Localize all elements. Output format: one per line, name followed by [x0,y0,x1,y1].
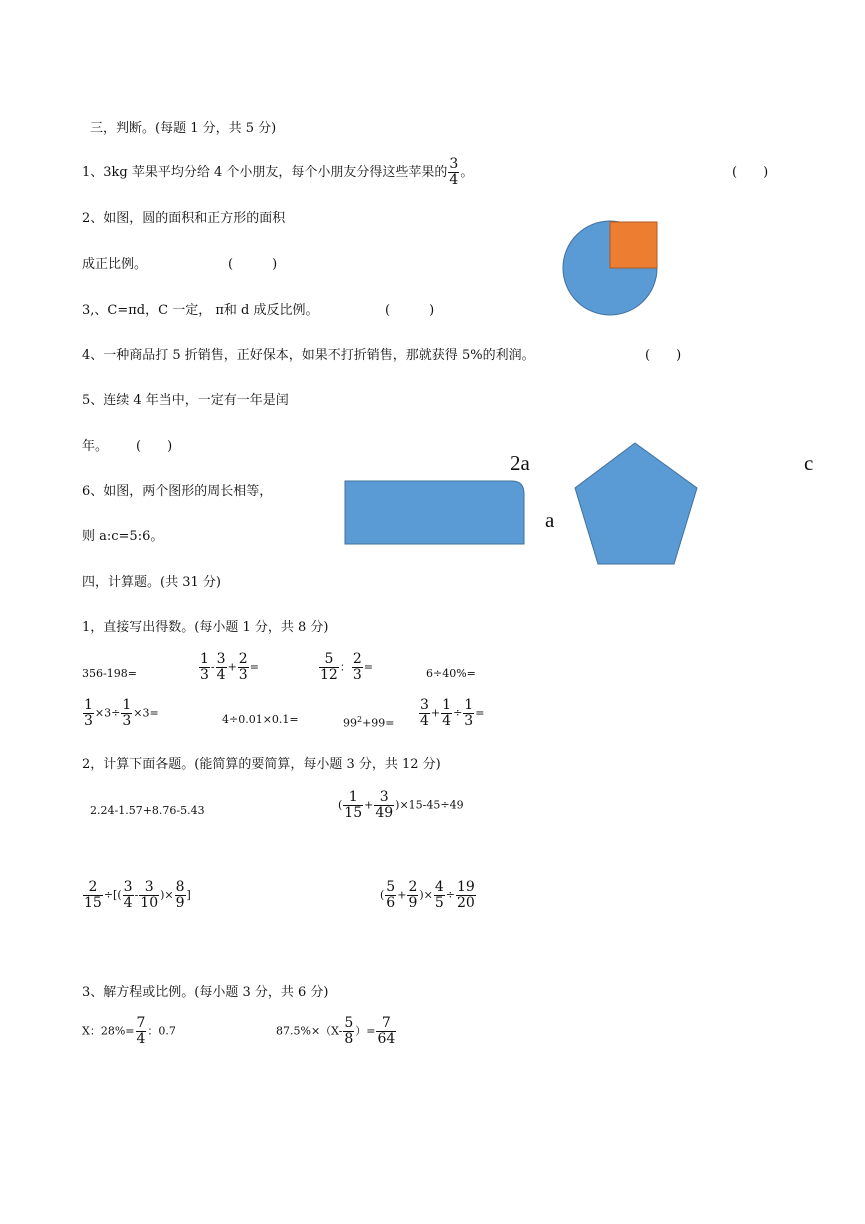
calc-1-6: 4÷0.01×0.1= [222,713,299,726]
section3-title: 三，判断。(每题 1 分，共 5 分) [90,121,277,136]
rectangle-figure [344,478,526,548]
q5-answer-blank[interactable]: ( ) [136,439,173,454]
label-2a: 2a [510,451,530,475]
pentagon-figure [572,440,700,568]
calc-1-1: 356-198= [82,667,137,680]
calc-2-2: ( $\frac{1}{15}$ + $\frac{3}{49}$ )×15-45÷49 [338,789,464,821]
question-1 [82,157,473,188]
calc-1-4: 6÷40%= [426,667,476,680]
calc-2-4: ( $\frac{5}{6}$ + $\frac{2}{9}$ )× $\frac{4}{5}$ ÷ $\frac{19}{20}$ [380,879,475,911]
calc-2-3: $\frac{2}{15}$ ÷[( $\frac{3}{4}$ - $\frac{3}{10}$ )× $\frac{8}{9}$ ] [84,879,191,911]
q1-numerator: 3 [449,156,459,172]
q1-fraction [448,157,459,188]
section4-title: 四，计算题。(共 31 分) [82,575,221,590]
calc-1-8: $\frac{3}{4}$ + $\frac{1}{4}$ ÷ $\frac{1}{3}$ = [420,697,485,729]
q6-line1: 6、如图，两个图形的周长相等， [82,484,273,499]
label-a: a [545,508,555,532]
calc-1-7: $99^2+99=$ [343,715,395,730]
q3-answer-blank[interactable]: ( ) [385,303,435,318]
circle-square-figure [560,218,662,320]
calc-1-3: $\frac{5}{12}$ ： $\frac{2}{3}$ = [320,651,373,683]
part3-title: 3、解方程或比例。(每小题 3 分，共 6 分) [82,985,329,1000]
q4-text: 4、一种商品打 5 折销售，正好保本，如果不打折销售，那就获得 5%的利润。 [82,348,535,363]
q4-answer-blank[interactable]: ( ) [645,348,682,363]
q6-line2: 则 a:c=5:6。 [82,529,164,544]
calc-1-5: $\frac{1}{3}$ ×3÷ $\frac{1}{3}$ ×3= [84,697,159,729]
part2-title: 2，计算下面各题。(能简算的要简算，每小题 3 分，共 12 分) [82,757,441,772]
square-shape [610,222,657,268]
q2-line2: 成正比例。 [82,257,148,272]
equation-1: X：28%= $\frac{7}{4}$ ：0.7 [82,1015,176,1047]
q5-line2: 年。 [82,439,109,454]
q1-denominator: 4 [449,172,459,188]
label-c: c [804,451,814,475]
calc-1-2: $\frac{1}{3}$ - $\frac{3}{4}$ + $\frac{2}{3}$ = [200,651,259,683]
q5-line1: 5、连续 4 年当中，一定有一年是闰 [82,393,289,408]
q1-end: 。 [460,165,474,180]
q3-text: 3,、C=πd，C 一定， π和 d 成反比例。 [82,303,319,318]
part1-title: 1，直接写出得数。(每小题 1 分，共 8 分) [82,620,329,635]
q2-answer-blank[interactable]: ( ) [228,257,278,272]
calc-2-1: 2.24-1.57+8.76-5.43 [90,804,205,817]
equation-2: 87.5%×（X- $\frac{5}{8}$ ）= $\frac{7}{64}$ [276,1015,396,1047]
q2-line1: 2、如图，圆的面积和正方形的面积 [82,211,286,226]
q1-text: 1、3kg 苹果平均分给 4 个小朋友，每个小朋友分得这些苹果的 [82,165,448,180]
q1-answer-blank[interactable]: ( ) [732,165,769,180]
